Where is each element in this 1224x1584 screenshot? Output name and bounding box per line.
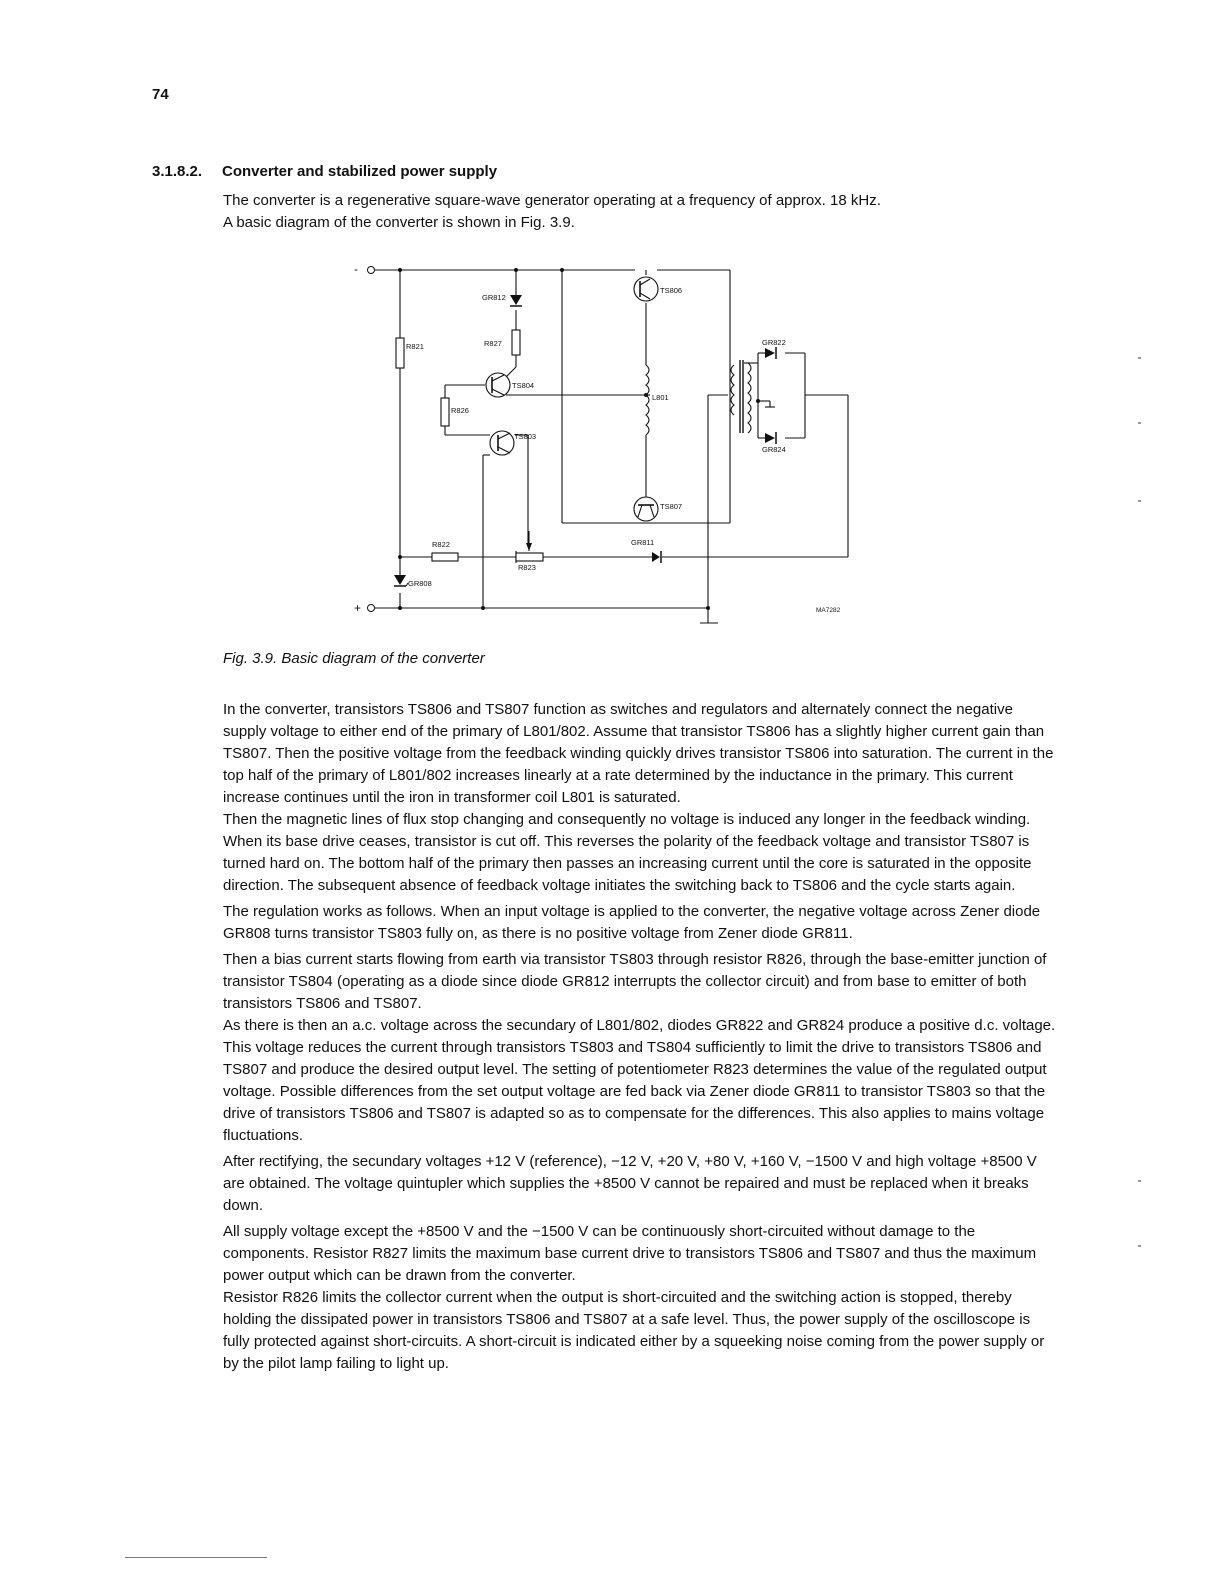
label-gr808: GR808 <box>408 579 432 588</box>
resistor-r822 <box>432 553 458 561</box>
zener-gr811 <box>652 551 661 563</box>
figure-caption: Fig. 3.9. Basic diagram of the converter <box>223 650 485 667</box>
label-l801: L801 <box>652 393 669 402</box>
coil-feedback <box>731 365 734 415</box>
paragraph: The regulation works as follows. When an input voltage is applied to the converter, the negative voltage across Zener diode GR808 turns transistor TS803 fully on, as there is no positive voltage from Zener diode GR811. <box>223 903 1041 942</box>
diode-gr812 <box>510 295 522 306</box>
label-gr811: GR811 <box>631 538 655 547</box>
paragraph: Then a bias current starts flowing from earth via transistor TS803 through resistor R826, through the base-emitter junction of transistor TS804 (operating as a diode since diode GR812 interrupts the collector circuit) and from base to emitter of both transistors TS806 and TS807. <box>223 951 1047 1012</box>
negative-terminal <box>368 267 375 274</box>
label-plus: + <box>354 601 362 615</box>
paragraph: All supply voltage except the +8500 V and the −1500 V can be continuously short-circuited without damage to the components. Resistor R827 limits the maximum base current drive to transistors TS806 and TS807 and thus the maximum power output which can be drawn from the converter. <box>223 1223 1037 1284</box>
section-heading <box>152 163 497 180</box>
paragraph: As there is then an a.c. voltage across the secundary of L801/802, diodes GR822 and GR824 produce a positive d.c. voltage. This voltage reduces the current through transistors TS803 and TS804 sufficiently to limit the drive to transistors TS806 and TS807 and produce the desired output level. The setting of potentiometer R823 determines the value of the regulated output voltage. Possible differences from the set output voltage are fed back via Zener diode GR811 to transistor TS803 so that the drive of transistors TS806 and TS807 is adapted so as to compensate for the differences. This also applies to mains voltage fluctuations. <box>223 1017 1056 1144</box>
transistor-ts806 <box>634 277 658 301</box>
zener-gr808 <box>394 575 408 586</box>
scan-margin-mark <box>1138 422 1141 424</box>
r823-wiper-arrow <box>526 543 532 551</box>
figure-reference: MA7282 <box>816 607 841 614</box>
label-gr822: GR822 <box>762 338 786 347</box>
label-r827: R827 <box>484 339 502 348</box>
converter-diagram <box>340 255 880 635</box>
label-r822: R822 <box>432 540 450 549</box>
scan-margin-mark <box>1138 500 1141 502</box>
scan-margin-mark <box>1138 357 1141 359</box>
label-gr812: GR812 <box>482 293 506 302</box>
label-ts803: TS803 <box>514 432 537 441</box>
footnote-rule <box>125 1557 267 1558</box>
diode-gr824 <box>765 432 776 444</box>
label-ts807: TS807 <box>660 502 683 511</box>
transistor-ts807 <box>634 497 658 521</box>
coil-secondary <box>748 363 751 433</box>
label-r823: R823 <box>518 563 536 572</box>
paragraph: In the converter, transistors TS806 and TS807 function as switches and regulators and alternately connect the negative supply voltage to either end of the primary of L801/802. Assume that transistor TS806 has a slightly higher current gain than TS807. Then the positive voltage from the feedback winding quickly drives transistor TS806 into saturation. The current in the top half of the primary of L801/802 increases linearly at a rate determined by the inductance in the primary. This current increase continues until the iron in transformer coil L801 is saturated. <box>223 701 1054 806</box>
body-text <box>223 699 1058 1375</box>
intro-line: The converter is a regenerative square-wave generator operating at a frequency of approx. 18 kHz. <box>223 192 881 209</box>
label-minus: - <box>354 262 358 276</box>
paragraph: Resistor R826 limits the collector current when the output is short-circuited and the switching action is stopped, thereby holding the dissipated power in transistors TS806 and TS807 at a safe level. Thus, the power supply of the oscilloscope is fully protected against short-circuits. A short-circuit is indicated either by a squeeking noise coming from the power supply or by the pilot lamp failing to light up. <box>223 1289 1045 1372</box>
intro-line: A basic diagram of the converter is shown in Fig. 3.9. <box>223 214 575 231</box>
paragraph: Then the magnetic lines of flux stop changing and consequently no voltage is induced any longer in the feedback winding. When its base drive ceases, transistor is cut off. This reverses the polarity of the feedback voltage and transistor TS807 is turned hard on. The bottom half of the primary then passes an increasing current until the core is saturated in the opposite direction. The subsequent absence of feedback voltage initiates the switching back to TS806 and the cycle starts again. <box>223 811 1032 894</box>
resistor-r826 <box>441 398 449 426</box>
label-ts806: TS806 <box>660 286 683 295</box>
label-r821: R821 <box>406 342 424 351</box>
resistor-r827 <box>512 330 520 355</box>
resistor-r821 <box>396 338 404 368</box>
transistor-ts803 <box>490 431 514 455</box>
scan-margin-mark <box>1138 1180 1141 1182</box>
intro-text <box>223 190 1053 234</box>
positive-terminal <box>368 605 375 612</box>
page-number: 74 <box>152 86 169 103</box>
section-number: 3.1.8.2. <box>152 163 203 180</box>
label-r826: R826 <box>451 406 469 415</box>
coil-l801 <box>646 365 649 435</box>
diode-gr822 <box>765 347 776 359</box>
label-gr824: GR824 <box>762 445 786 454</box>
potentiometer-r823 <box>516 553 543 561</box>
transistor-ts804 <box>486 373 510 397</box>
circuit-schematic <box>340 255 880 635</box>
scan-margin-mark <box>1138 1245 1141 1247</box>
paragraph: After rectifying, the secundary voltages +12 V (reference), −12 V, +20 V, +80 V, +160 V, −1500 V and high voltage +8500 V are obtained. The voltage quintupler which supplies the +8500 V cannot be repaired and must be replaced when it breaks down. <box>223 1153 1037 1214</box>
label-ts804: TS804 <box>512 381 535 390</box>
section-title: Converter and stabilized power supply <box>222 163 498 180</box>
